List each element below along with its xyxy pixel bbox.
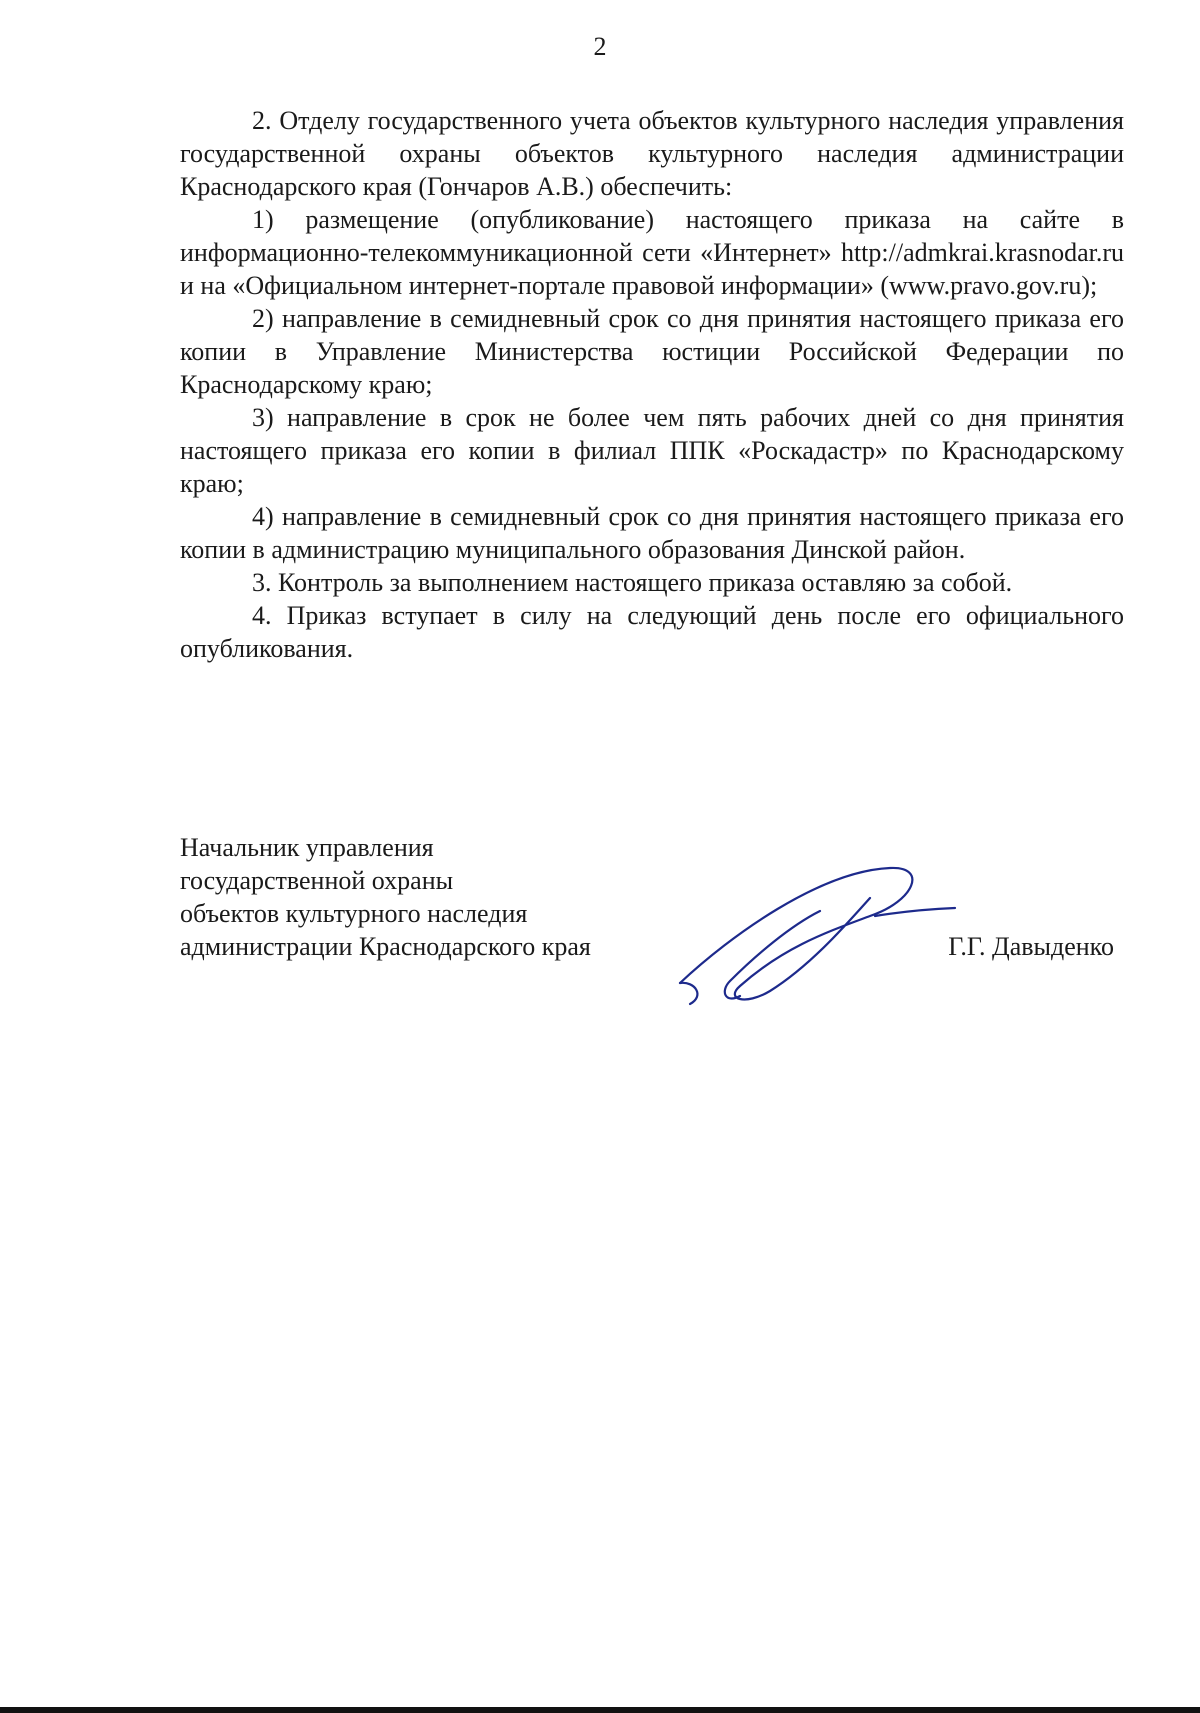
paragraph-item-3: 3. Контроль за выполнением настоящего приказа оставляю за собой.	[252, 568, 1013, 597]
signer-title-line: государственной охраны	[180, 866, 454, 895]
scan-bottom-edge	[0, 1707, 1200, 1713]
signature-stroke-tail	[680, 983, 697, 1004]
signer-title	[180, 831, 660, 963]
page-number: 2	[593, 32, 607, 61]
paragraph-item-4: 4. Приказ вступает в силу на следующий день после его официального опубликования.	[180, 601, 1124, 663]
paragraph-subitem-2: 2) направление в семидневный срок со дня принятия настоящего приказа его копии в Управление Министерства юстиции Российской Федерации по Краснодарскому краю;	[180, 304, 1124, 399]
document-body	[180, 104, 1124, 665]
paragraph-subitem-1: 1) размещение (опубликование) настоящего приказа на сайте в информационно-телекоммуникационной сети «Интернет» http://admkrai.krasnodar.ru и на «Официальном интернет-портале правовой информации» (www.pravo.gov.ru);	[180, 205, 1124, 300]
signer-title-line: объектов культурного наследия	[180, 899, 528, 928]
paragraph-subitem-3: 3) направление в срок не более чем пять рабочих дней со дня принятия настоящего приказа его копии в филиал ППК «Роскадастр» по Краснодарскому краю;	[180, 403, 1124, 498]
handwritten-signature	[670, 856, 960, 1006]
paragraph-subitem-4: 4) направление в семидневный срок со дня принятия настоящего приказа его копии в администрацию муниципального образования Динской район.	[180, 502, 1124, 564]
signer-name: Г.Г. Давыденко	[948, 932, 1114, 961]
paragraph-item-2: 2. Отделу государственного учета объектов культурного наследия управления государственной охраны объектов культурного наследия администрации Краснодарского края (Гончаров А.В.) обеспечить:	[180, 106, 1124, 201]
signer-title-line: администрации Краснодарского края	[180, 932, 591, 961]
signature-block	[180, 831, 1124, 991]
signature-stroke-main	[680, 868, 912, 1000]
signer-title-line: Начальник управления	[180, 833, 434, 862]
